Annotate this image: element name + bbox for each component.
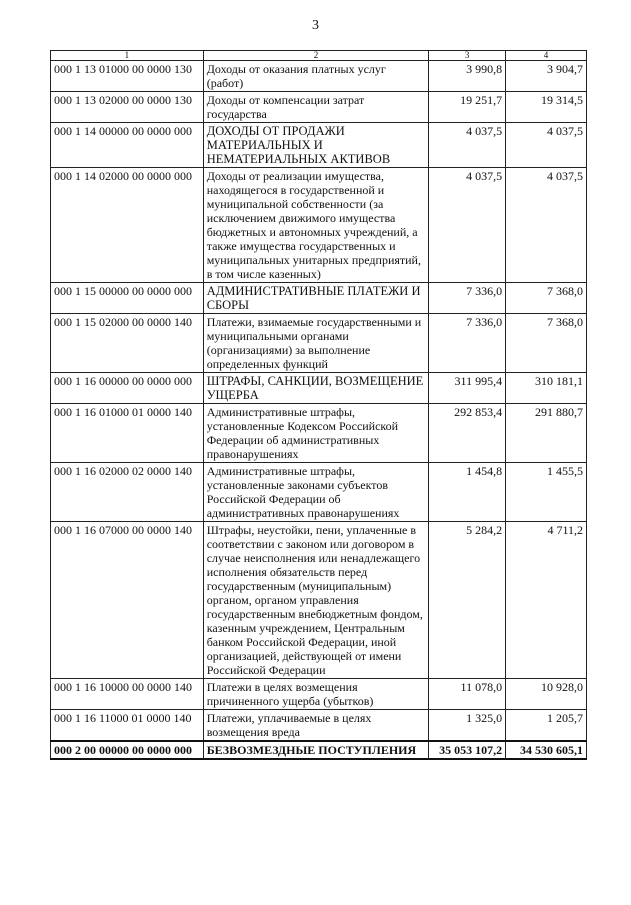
row-value-col4: 4 037,5 xyxy=(506,123,587,168)
row-code: 000 1 16 02000 02 0000 140 xyxy=(51,463,204,522)
row-value-col3: 7 336,0 xyxy=(429,283,506,314)
row-name: Административные штрафы, установленные Кодексом Российской Федерации об административных правонарушениях xyxy=(203,404,429,463)
row-code: 000 1 14 02000 00 0000 000 xyxy=(51,168,204,283)
row-value-col4: 7 368,0 xyxy=(506,283,587,314)
row-name: Доходы от компенсации затрат государства xyxy=(203,92,429,123)
header-col-4: 4 xyxy=(506,51,587,61)
total-code: 000 2 00 00000 00 0000 000 xyxy=(51,741,204,759)
table-row xyxy=(51,679,587,710)
row-value-col4: 4 037,5 xyxy=(506,168,587,283)
total-row xyxy=(51,741,587,759)
row-value-col3: 292 853,4 xyxy=(429,404,506,463)
row-value-col4: 1 455,5 xyxy=(506,463,587,522)
total-value-col4: 34 530 605,1 xyxy=(506,741,587,759)
row-value-col4: 310 181,1 xyxy=(506,373,587,404)
row-name: Платежи в целях возмещения причиненного ущерба (убытков) xyxy=(203,679,429,710)
page-number: 3 xyxy=(312,18,319,33)
row-value-col3: 1 325,0 xyxy=(429,710,506,742)
row-code: 000 1 13 01000 00 0000 130 xyxy=(51,61,204,92)
row-value-col3: 3 990,8 xyxy=(429,61,506,92)
row-code: 000 1 16 01000 01 0000 140 xyxy=(51,404,204,463)
row-value-col4: 19 314,5 xyxy=(506,92,587,123)
row-value-col4: 1 205,7 xyxy=(506,710,587,742)
table-row xyxy=(51,168,587,283)
row-name: Платежи, взимаемые государственными и муниципальными органами (организациями) за выполнение определенных функций xyxy=(203,314,429,373)
row-name: Доходы от реализации имущества, находящегося в государственной и муниципальной собственности (за исключением движимого имущества бюджетных и автономных учреждений, а также имущества государственных и муниципальных унитарных предприятий, в том числе казенных) xyxy=(203,168,429,283)
row-value-col4: 7 368,0 xyxy=(506,314,587,373)
row-value-col3: 5 284,2 xyxy=(429,522,506,679)
header-col-1: 1 xyxy=(51,51,204,61)
row-name: Штрафы, неустойки, пени, уплаченные в соответствии с законом или договором в случае неисполнения или ненадлежащего исполнения обязательств перед государственным (муниципальным) органом, органом управления государственным внебюджетным фондом, казенным учреждением, Центральным банком Российской Федерации, иной организацией, действующей от имени Российской Федерации xyxy=(203,522,429,679)
table-row xyxy=(51,463,587,522)
row-value-col3: 19 251,7 xyxy=(429,92,506,123)
table-row xyxy=(51,373,587,404)
row-name: АДМИНИСТРАТИВНЫЕ ПЛАТЕЖИ И СБОРЫ xyxy=(203,283,429,314)
table-row xyxy=(51,61,587,92)
table-row xyxy=(51,123,587,168)
row-name: Административные штрафы, установленные законами субъектов Российской Федерации об административных правонарушениях xyxy=(203,463,429,522)
row-value-col3: 4 037,5 xyxy=(429,168,506,283)
total-name: БЕЗВОЗМЕЗДНЫЕ ПОСТУПЛЕНИЯ xyxy=(203,741,429,759)
row-code: 000 1 16 11000 01 0000 140 xyxy=(51,710,204,742)
row-value-col4: 4 711,2 xyxy=(506,522,587,679)
table-row xyxy=(51,314,587,373)
header-col-3: 3 xyxy=(429,51,506,61)
row-name: ДОХОДЫ ОТ ПРОДАЖИ МАТЕРИАЛЬНЫХ И НЕМАТЕРИАЛЬНЫХ АКТИВОВ xyxy=(203,123,429,168)
row-value-col4: 10 928,0 xyxy=(506,679,587,710)
row-value-col3: 311 995,4 xyxy=(429,373,506,404)
row-code: 000 1 16 00000 00 0000 000 xyxy=(51,373,204,404)
table-row xyxy=(51,404,587,463)
row-name: Платежи, уплачиваемые в целях возмещения вреда xyxy=(203,710,429,742)
budget-table xyxy=(50,50,587,760)
table-row xyxy=(51,522,587,679)
row-code: 000 1 13 02000 00 0000 130 xyxy=(51,92,204,123)
row-value-col3: 4 037,5 xyxy=(429,123,506,168)
row-value-col4: 291 880,7 xyxy=(506,404,587,463)
row-value-col3: 11 078,0 xyxy=(429,679,506,710)
table-row xyxy=(51,283,587,314)
row-code: 000 1 16 10000 00 0000 140 xyxy=(51,679,204,710)
table-row xyxy=(51,710,587,742)
header-row xyxy=(51,51,587,61)
total-value-col3: 35 053 107,2 xyxy=(429,741,506,759)
row-value-col4: 3 904,7 xyxy=(506,61,587,92)
header-col-2: 2 xyxy=(203,51,429,61)
row-code: 000 1 15 02000 00 0000 140 xyxy=(51,314,204,373)
row-value-col3: 1 454,8 xyxy=(429,463,506,522)
table-row xyxy=(51,92,587,123)
row-name: ШТРАФЫ, САНКЦИИ, ВОЗМЕЩЕНИЕ УЩЕРБА xyxy=(203,373,429,404)
row-code: 000 1 16 07000 00 0000 140 xyxy=(51,522,204,679)
row-code: 000 1 15 00000 00 0000 000 xyxy=(51,283,204,314)
row-name: Доходы от оказания платных услуг (работ) xyxy=(203,61,429,92)
row-code: 000 1 14 00000 00 0000 000 xyxy=(51,123,204,168)
row-value-col3: 7 336,0 xyxy=(429,314,506,373)
